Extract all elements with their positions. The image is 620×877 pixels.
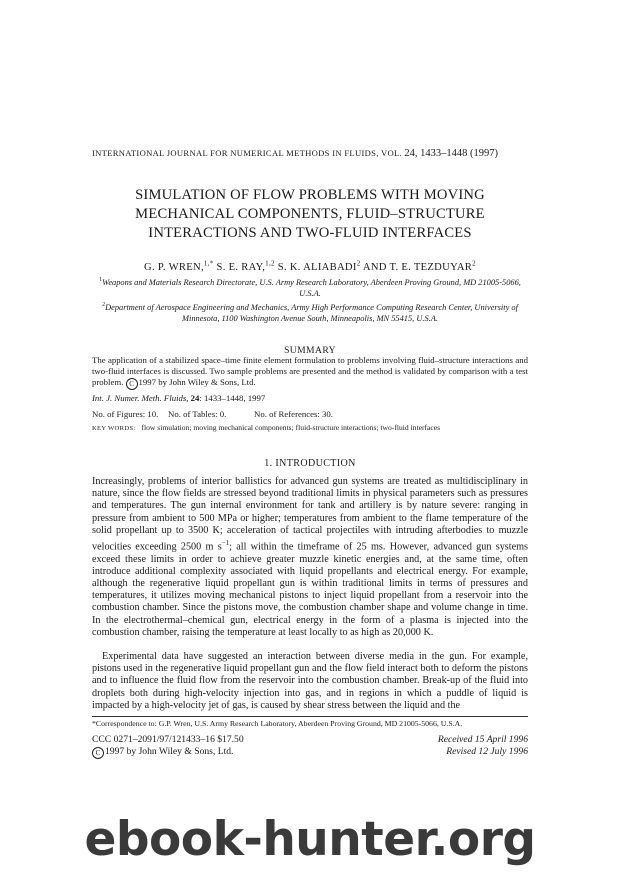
paper-title (60, 186, 560, 243)
title-line-3: INTERACTIONS AND TWO-FLUID INTERFACES (148, 225, 472, 241)
author-2: S. E. RAY, (213, 262, 266, 273)
affiliation-2-number: 2 (102, 302, 106, 309)
author-1-affiliation: 1,* (203, 259, 214, 268)
author-3: S. K. ALIABADI (274, 262, 357, 273)
citation-pages-year: : 1433–1448, 1997 (199, 393, 266, 403)
summary-copyright: 1997 by John Wiley & Sons, Ltd. (138, 377, 256, 388)
title-line-1: SIMULATION OF FLOW PROBLEMS WITH MOVING (135, 187, 485, 203)
citation-volume: 24 (190, 393, 200, 403)
keywords (92, 423, 440, 432)
intro-paragraph-2: Experimental data have suggested an interaction between diverse media in the gun. For example, pistons used in the regenerative liquid propellant gun and the flow field interact both to deform the pistons and to influence the fluid flow from the reservoir into the combustion chamber. Break-up of the fluid into droplets both during high-velocity injection into gas, and in regions in which a puddle of liquid is impacted by a high-velocity jet of gas, is caused by shear stress between the liquid and the (92, 651, 528, 711)
affiliation-1-text: Weapons and Materials Research Directorate, U.S. Army Research Laboratory, Aberdeen Proving Ground, MD 21005-5066, U.S.A. (102, 278, 521, 298)
copyright-icon: C (126, 378, 138, 390)
author-4-affiliation: 2 (472, 259, 476, 268)
section-heading-introduction: 1. INTRODUCTION (264, 458, 356, 469)
author-3-affiliation: 2 (356, 259, 361, 268)
author-list (60, 259, 560, 273)
received-date: Received 15 April 1996 (437, 734, 528, 745)
journal-name: INTERNATIONAL JOURNAL FOR NUMERICAL METHODS IN FLUIDS, VOL. (92, 148, 402, 158)
summary-text (92, 355, 528, 390)
reference-count: No. of References: 30. (254, 409, 333, 419)
affiliation-2 (92, 302, 528, 324)
correspondence-footnote: *Correspondence to: G.P. Wren, U.S. Army Research Laboratory, Aberdeen Proving Ground, MD 21005-5066, U.S.A. (92, 719, 463, 728)
intro-p1-exponent: −1 (221, 539, 230, 548)
author-4: AND T. E. TEZDUYAR (360, 262, 473, 273)
journal-volume-pages: 24, 1433–1448 (1997) (404, 148, 499, 159)
journal-header (92, 148, 498, 159)
keywords-label: KEY WORDS: (92, 425, 136, 432)
affiliation-2-text: Department of Aerospace Engineering and Mechanics, Army High Performance Computing Research Center, University of Minnesota, 1100 Washington Avenue South, Minneapolis, MN 55415, U.S.A. (105, 303, 518, 323)
intro-p1-part-2: ; all within the timeframe of 25 ms. However, advanced gun systems exceed these limits in order to achieve greater muzzle kinetic energies and, at the same time, often introduce additional complexity associated with liquid propellants and electrical energy. For example, although the regenerative liquid propellant gun is within traditional limits in terms of pressures and temperatures, it utilizes moving mechanical pistons to inject liquid propellant from a reservoir into the combustion chamber. Since the pistons move, the combustion chamber shape and volume change in time. In the electrothermal–chemical gun, electrical energy in the form of a plasma is injected into the combustion chamber, raising the temperature at least locally to as high as 20,000 K. (92, 541, 528, 638)
citation (92, 393, 265, 403)
title-line-2: MECHANICAL COMPONENTS, FLUID–STRUCTURE (135, 206, 485, 222)
watermark-text: ebook-hunter.org (84, 812, 536, 867)
publication-info (92, 734, 244, 759)
summary-body: The application of a stabilized space–time finite element formulation to problems involving fluid–structure interactions and two-fluid interfaces is discussed. Two sample problems are presented and the method is validated by comparison with a test problem. (92, 355, 528, 388)
keywords-text: flow simulation; moving mechanical components; fluid-structure interactions; two-fluid interfaces (141, 423, 441, 432)
received-dates (438, 734, 528, 758)
article-counts (92, 409, 333, 419)
summary-heading: SUMMARY (284, 345, 336, 356)
citation-journal: Int. J. Numer. Meth. Fluids, (92, 393, 189, 403)
copyright-icon: C (92, 747, 104, 759)
affiliation-1 (92, 277, 528, 299)
footer-copyright: 1997 by John Wiley & Sons, Ltd. (105, 746, 234, 757)
figure-count: No. of Figures: 10. (92, 409, 159, 419)
author-1: G. P. WREN, (144, 262, 204, 273)
ccc-code: CCC 0271–2091/97/121433–16 $17.50 (92, 734, 244, 745)
table-count: No. of Tables: 0. (168, 409, 227, 419)
intro-p1-part-1: Increasingly, problems of interior ballistics for advanced gun systems are treated as multidisciplinary in nature, since the flow fields are stressed beyond traditional limits in physical parameters such as pressures and temperatures. The gun internal environment for tank and artillery is by nature severe: ranging in pressure from ambient to 500 MPa or higher; temperatures from ambient to the flame temperature of the solid propellant up to 3500 K; acceleration of tactical projectiles with intruding afterbodies to muzzle velocities exceeding 2500 m s (92, 476, 528, 553)
intro-paragraph-1 (92, 476, 528, 639)
revised-date: Revised 12 July 1996 (446, 746, 528, 757)
footnote-divider (92, 716, 528, 717)
author-2-affiliation: 1,2 (265, 259, 275, 268)
affiliation-1-number: 1 (99, 277, 103, 284)
